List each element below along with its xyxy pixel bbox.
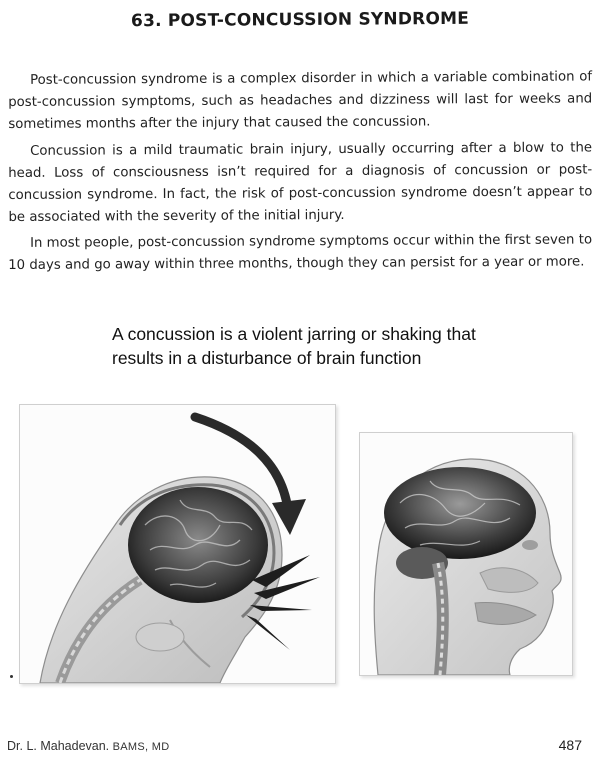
page-title: 63. POST-CONCUSSION SYNDROME: [130, 8, 470, 32]
page-number: 487: [558, 737, 582, 753]
author-degrees: BAMS, MD: [112, 741, 170, 753]
footer-author: [7, 739, 169, 753]
figure-caption: A concussion is a violent jarring or shaking that results in a disturbance of brain function: [112, 324, 476, 368]
paragraph-3: In most people, post-concussion syndrome symptoms occur within the first seven to 10 days and go away within three months, though they can persist for a year or more.: [8, 232, 593, 273]
paragraph-2: Concussion is a mild traumatic brain injury, usually occurring after a blow to the head. Loss of consciousness isn’t required for a diagnosis of concussion or post-concussion syndrome. In fact, the risk of post-concussion syndrome doesn’t appear to be associated with the severity of the initial injury.: [8, 140, 593, 225]
concussion-impact-illustration: [19, 404, 336, 684]
concussion-rebound-illustration: [359, 432, 573, 676]
author-name: Dr. L. Mahadevan.: [7, 739, 110, 753]
paragraph-1: Post-concussion syndrome is a complex disorder in which a variable combination of post-concussion symptoms, such as headaches and dizziness will last for weeks and sometimes months after the injury that caused the concussion.: [8, 69, 593, 132]
stray-mark: [10, 675, 13, 678]
